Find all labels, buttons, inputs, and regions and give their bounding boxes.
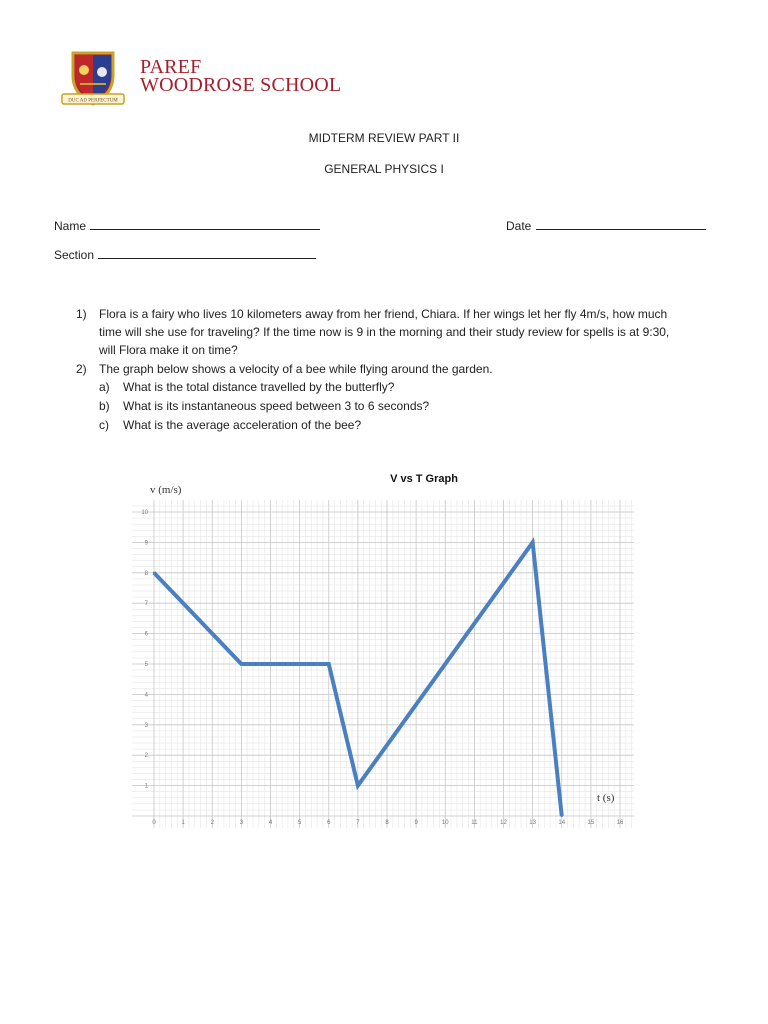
date-field bbox=[506, 218, 706, 233]
velocity-time-chart bbox=[120, 462, 650, 842]
x-tick-label: 5 bbox=[297, 820, 302, 826]
sub-question-letter: a) bbox=[99, 380, 110, 394]
section-label: Section bbox=[54, 248, 95, 262]
x-tick-label: 4 bbox=[268, 820, 273, 826]
x-tick-label: 10 bbox=[441, 820, 449, 826]
y-tick-label: 3 bbox=[144, 722, 148, 729]
x-tick-label: 15 bbox=[587, 820, 595, 826]
date-blank-line[interactable] bbox=[536, 218, 706, 230]
section-blank-line[interactable] bbox=[98, 247, 316, 259]
school-name bbox=[140, 58, 341, 94]
x-tick-label: 12 bbox=[500, 820, 507, 826]
question-text-line: Flora is a fairy who lives 10 kilometers away from her friend, Chiara. If her wings let her fly 4m/s, how much bbox=[99, 307, 668, 321]
x-tick-label: 8 bbox=[385, 820, 389, 826]
y-tick-label: 6 bbox=[144, 631, 148, 638]
y-tick-label: 4 bbox=[144, 692, 148, 699]
sub-question-letter: c) bbox=[99, 418, 109, 432]
name-label: Name bbox=[54, 219, 87, 233]
question-2 bbox=[76, 360, 726, 378]
question-number: 1) bbox=[76, 307, 87, 321]
question-text-line: time will she use for traveling? If the time now is 9 in the morning and their study review for spells is at 9:30, bbox=[99, 325, 670, 339]
data-point bbox=[561, 815, 563, 817]
question-text-line: The graph below shows a velocity of a bee while flying around the garden. bbox=[99, 362, 493, 376]
worksheet-subject: GENERAL PHYSICS I bbox=[324, 162, 444, 176]
section-field bbox=[54, 247, 316, 262]
name-field bbox=[54, 218, 320, 233]
x-axis-label: t (s) bbox=[597, 792, 615, 804]
question-1 bbox=[76, 305, 726, 359]
y-tick-label: 9 bbox=[144, 540, 148, 547]
sub-question-a bbox=[99, 378, 699, 396]
y-tick-label: 7 bbox=[144, 601, 148, 608]
sub-question-text: What is the average acceleration of the bee? bbox=[123, 418, 362, 432]
sub-question-b bbox=[99, 397, 699, 415]
y-tick-label: 8 bbox=[144, 570, 148, 577]
y-tick-label: 1 bbox=[144, 783, 148, 790]
data-point bbox=[153, 572, 155, 574]
data-point bbox=[357, 784, 359, 786]
y-tick-label: 10 bbox=[141, 510, 148, 516]
x-tick-label: 7 bbox=[356, 820, 360, 826]
data-point bbox=[328, 663, 330, 665]
chart-title: V vs T Graph bbox=[390, 473, 458, 485]
sub-question-letter: b) bbox=[99, 399, 110, 413]
school-name-line1: PAREF bbox=[140, 56, 202, 78]
question-text-line: will Flora make it on time? bbox=[99, 343, 238, 357]
x-tick-label: 2 bbox=[210, 820, 214, 826]
sub-question-c bbox=[99, 416, 699, 434]
x-tick-label: 14 bbox=[558, 820, 566, 826]
x-tick-label: 13 bbox=[529, 820, 536, 826]
sub-question-text: What is the total distance travelled by the butterfly? bbox=[123, 380, 395, 394]
name-blank-line[interactable] bbox=[90, 218, 320, 230]
x-tick-label: 0 bbox=[152, 820, 156, 826]
date-label: Date bbox=[506, 219, 532, 233]
y-tick-label: 5 bbox=[144, 662, 148, 668]
question-number: 2) bbox=[76, 362, 87, 376]
data-point bbox=[531, 541, 533, 543]
school-crest-logo bbox=[60, 50, 136, 112]
school-header bbox=[60, 50, 360, 112]
x-tick-label: 11 bbox=[471, 820, 478, 826]
x-tick-label: 16 bbox=[616, 820, 624, 826]
y-tick-label: 2 bbox=[144, 753, 148, 760]
x-tick-label: 3 bbox=[239, 820, 244, 826]
worksheet-title: MIDTERM REVIEW PART II bbox=[308, 131, 460, 145]
x-tick-label: 6 bbox=[327, 820, 331, 826]
x-tick-label: 9 bbox=[414, 820, 418, 826]
svg-text:DUC AD PERFECTUM: DUC AD PERFECTUM bbox=[68, 98, 118, 104]
sub-question-text: What is its instantaneous speed between 3 to 6 seconds? bbox=[123, 399, 430, 413]
school-name-line2: WOODROSE SCHOOL bbox=[140, 74, 342, 96]
data-point bbox=[240, 663, 242, 665]
y-axis-label: v (m/s) bbox=[150, 484, 182, 496]
x-tick-label: 1 bbox=[181, 820, 185, 826]
